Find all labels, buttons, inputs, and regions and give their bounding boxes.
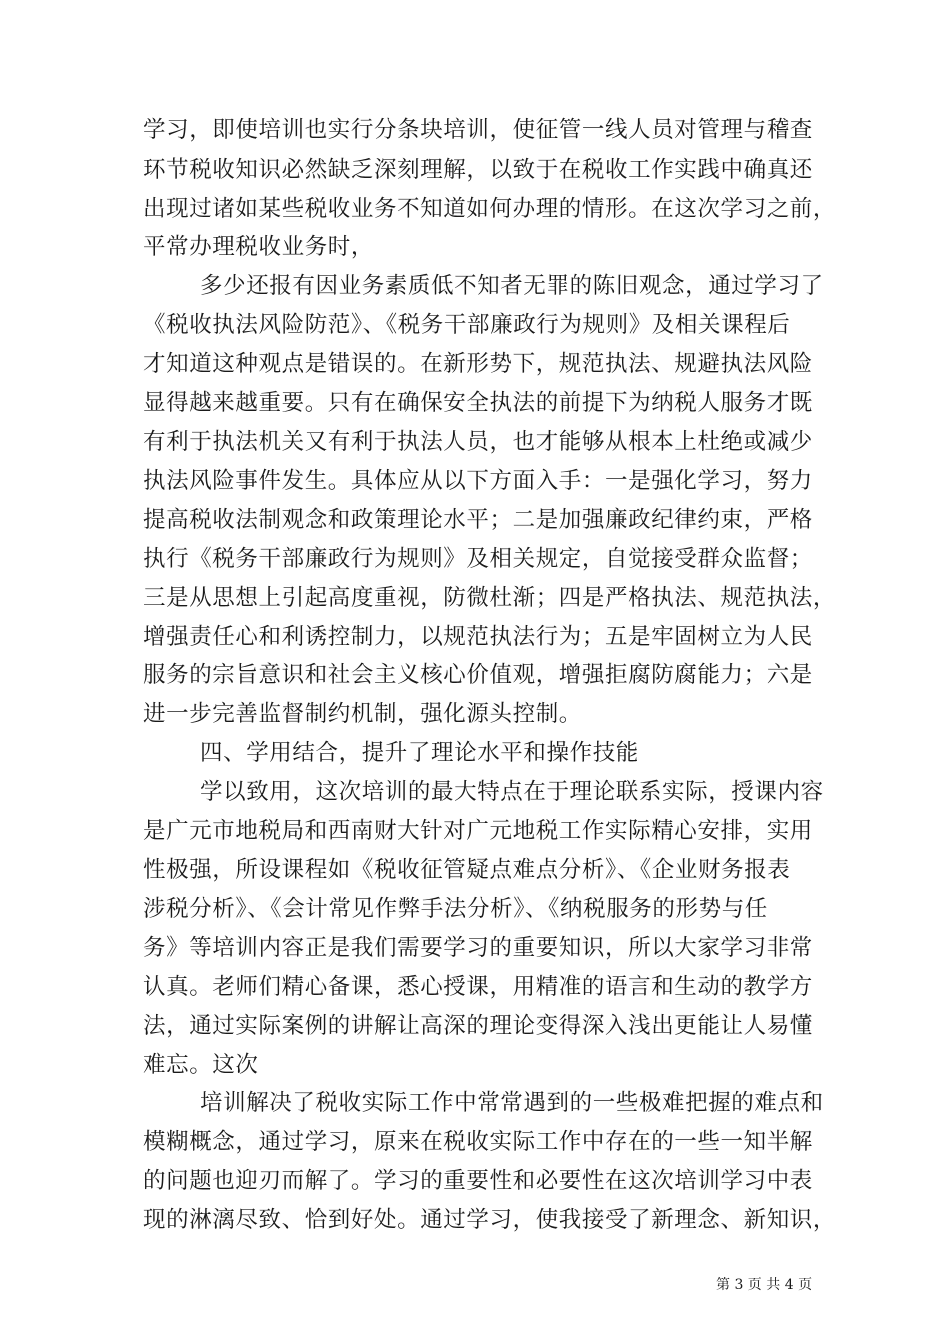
text-line: 的问题也迎刃而解了。学习的重要性和必要性在这次培训学习中表 [143,1168,813,1194]
text-line: 现的淋漓尽致、恰到好处。通过学习，使我接受了新理念、新知识， [143,1207,837,1233]
text-line: 进一步完善监督制约机制，强化源头控制。 [143,701,582,727]
section-heading: 四、学用结合，提升了理论水平和操作技能 [200,740,639,766]
text-line: 环节税收知识必然缺乏深刻理解，以致于在税收工作实践中确真还 [143,157,813,183]
text-line: 执行《税务干部廉政行为规则》及相关规定，自觉接受群众监督； [143,546,813,572]
text-line: 显得越来越重要。只有在确保安全执法的前提下为纳税人服务才既 [143,390,813,416]
text-line: 法，通过实际案例的讲解让高深的理论变得深入浅出更能让人易懂 [143,1013,813,1039]
page-number-footer: 第 3 页 共 4 页 [716,1277,813,1293]
text-line: 出现过诸如某些税收业务不知道如何办理的情形。在这次学习之前， [143,196,837,222]
text-line: 务》等培训内容正是我们需要学习的重要知识，所以大家学习非常 [143,935,813,961]
text-line: 三是从思想上引起高度重视，防微杜渐；四是严格执法、规范执法， [143,585,837,611]
paragraph-start-line: 多少还报有因业务素质低不知者无罪的陈旧观念，通过学习了 [200,273,824,299]
text-line: 平常办理税收业务时， [143,234,375,260]
text-line: 服务的宗旨意识和社会主义核心价值观，增强拒腐防腐能力；六是 [143,662,813,688]
text-line: 有利于执法机关又有利于执法人员，也才能够从根本上杜绝或减少 [143,429,813,455]
paragraph-start-line: 学以致用，这次培训的最大特点在于理论联系实际，授课内容 [200,779,824,805]
text-line: 难忘。这次 [143,1052,259,1078]
text-line: 学习，即使培训也实行分条块培训，使征管一线人员对管理与稽查 [143,117,813,143]
text-line: 提高税收法制观念和政策理论水平；二是加强廉政纪律约束，严格 [143,507,813,533]
text-line: 涉税分析》、《会计常见作弊手法分析》、《纳税服务的形势与任 [143,896,768,922]
text-line: 执法风险事件发生。具体应从以下方面入手：一是强化学习，努力 [143,468,813,494]
text-line: 才知道这种观点是错误的。在新形势下，规范执法、规避执法风险 [143,351,813,377]
text-line: 模糊概念，通过学习，原来在税收实际工作中存在的一些一知半解 [143,1129,813,1155]
text-line: 是广元市地税局和西南财大针对广元地税工作实际精心安排，实用 [143,818,813,844]
text-line: 认真。老师们精心备课，悉心授课，用精准的语言和生动的教学方 [143,974,813,1000]
text-line: 增强责任心和利诱控制力，以规范执法行为；五是牢固树立为人民 [143,624,813,650]
text-line: 《税收执法风险防范》、《税务干部廉政行为规则》及相关课程后 [143,312,791,338]
text-line: 性极强，所设课程如《税收征管疑点难点分析》、《企业财务报表 [143,857,791,883]
paragraph-start-line: 培训解决了税收实际工作中常常遇到的一些极难把握的难点和 [200,1090,824,1116]
